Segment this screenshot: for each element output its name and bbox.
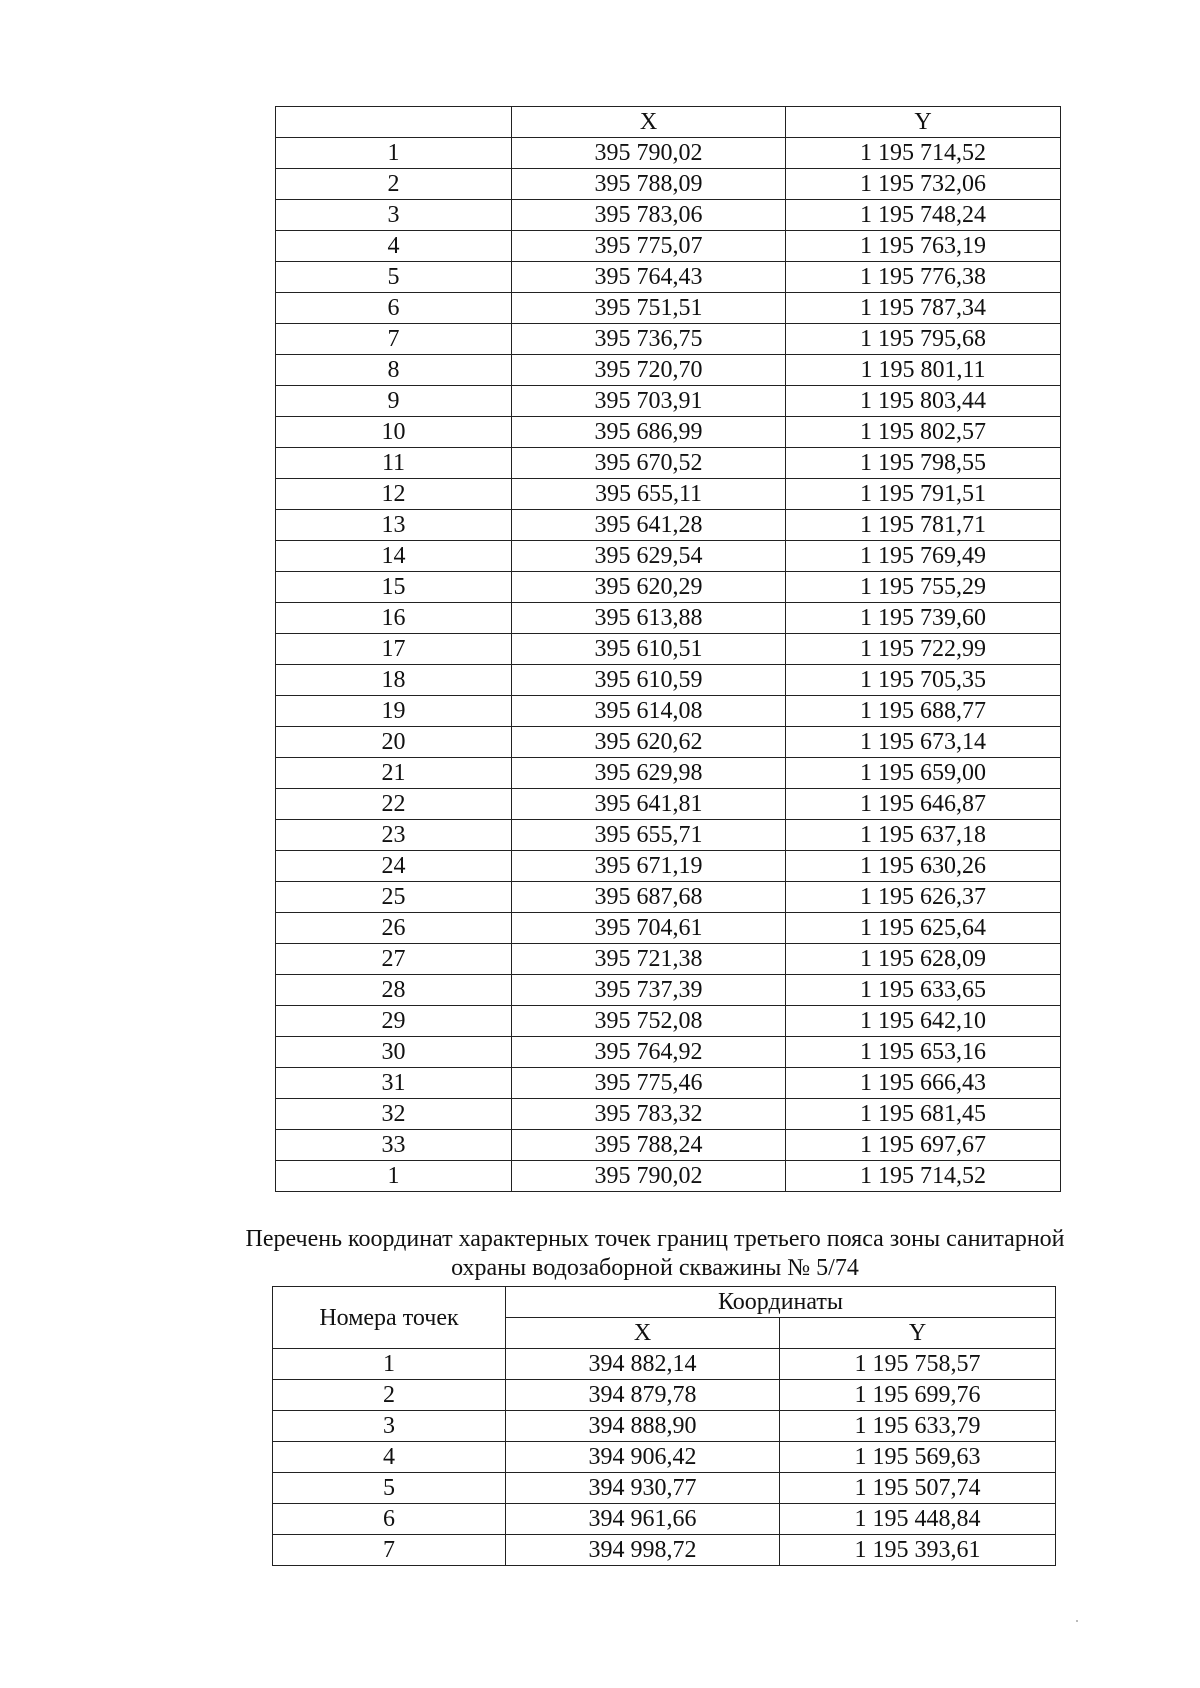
point-number-cell: 27	[276, 944, 512, 975]
y-coordinate-cell: 1 195 448,84	[780, 1504, 1056, 1535]
point-number-cell: 33	[276, 1130, 512, 1161]
header-cell-y: Y	[780, 1318, 1056, 1349]
y-coordinate-cell: 1 195 802,57	[786, 417, 1061, 448]
y-coordinate-cell: 1 195 791,51	[786, 479, 1061, 510]
coordinates-table-2	[272, 1286, 1056, 1566]
x-coordinate-cell: 395 613,88	[512, 603, 786, 634]
x-coordinate-cell: 395 610,51	[512, 634, 786, 665]
table-row	[276, 1161, 1061, 1192]
table-row	[276, 510, 1061, 541]
point-number-cell: 3	[273, 1411, 506, 1442]
y-coordinate-cell: 1 195 681,45	[786, 1099, 1061, 1130]
x-coordinate-cell: 395 720,70	[512, 355, 786, 386]
point-number-cell: 31	[276, 1068, 512, 1099]
table-body	[276, 138, 1061, 1192]
y-coordinate-cell: 1 195 758,57	[780, 1349, 1056, 1380]
table-row	[276, 727, 1061, 758]
table-row	[276, 386, 1061, 417]
x-coordinate-cell: 395 751,51	[512, 293, 786, 324]
table-row	[276, 293, 1061, 324]
table-row	[276, 262, 1061, 293]
coordinates-table-1	[275, 106, 1061, 1192]
y-coordinate-cell: 1 195 732,06	[786, 169, 1061, 200]
table-row	[276, 944, 1061, 975]
table-row	[276, 1006, 1061, 1037]
table-row	[276, 789, 1061, 820]
table-row	[276, 820, 1061, 851]
x-coordinate-cell: 395 670,52	[512, 448, 786, 479]
y-coordinate-cell: 1 195 507,74	[780, 1473, 1056, 1504]
header-cell-x: X	[512, 107, 786, 138]
header-cell-points: Номера точек	[273, 1287, 506, 1349]
point-number-cell: 7	[273, 1535, 506, 1566]
header-cell-y: Y	[786, 107, 1061, 138]
y-coordinate-cell: 1 195 776,38	[786, 262, 1061, 293]
table-row	[276, 417, 1061, 448]
point-number-cell: 2	[273, 1380, 506, 1411]
y-coordinate-cell: 1 195 748,24	[786, 200, 1061, 231]
table-row	[276, 665, 1061, 696]
x-coordinate-cell: 394 882,14	[506, 1349, 780, 1380]
x-coordinate-cell: 395 752,08	[512, 1006, 786, 1037]
y-coordinate-cell: 1 195 569,63	[780, 1442, 1056, 1473]
table-row	[276, 603, 1061, 634]
x-coordinate-cell: 395 620,29	[512, 572, 786, 603]
x-coordinate-cell: 395 687,68	[512, 882, 786, 913]
y-coordinate-cell: 1 195 666,43	[786, 1068, 1061, 1099]
point-number-cell: 21	[276, 758, 512, 789]
table-row	[273, 1473, 1056, 1504]
x-coordinate-cell: 395 671,19	[512, 851, 786, 882]
x-coordinate-cell: 395 629,54	[512, 541, 786, 572]
x-coordinate-cell: 395 721,38	[512, 944, 786, 975]
y-coordinate-cell: 1 195 653,16	[786, 1037, 1061, 1068]
point-number-cell: 13	[276, 510, 512, 541]
section-title-line-2: охраны водозаборной скважины № 5/74	[451, 1255, 859, 1281]
point-number-cell: 5	[276, 262, 512, 293]
point-number-cell: 29	[276, 1006, 512, 1037]
y-coordinate-cell: 1 195 801,11	[786, 355, 1061, 386]
x-coordinate-cell: 395 764,43	[512, 262, 786, 293]
y-coordinate-cell: 1 195 697,67	[786, 1130, 1061, 1161]
y-coordinate-cell: 1 195 769,49	[786, 541, 1061, 572]
x-coordinate-cell: 394 888,90	[506, 1411, 780, 1442]
x-coordinate-cell: 395 764,92	[512, 1037, 786, 1068]
table-header-row	[273, 1287, 1056, 1318]
y-coordinate-cell: 1 195 633,79	[780, 1411, 1056, 1442]
point-number-cell: 25	[276, 882, 512, 913]
point-number-cell: 6	[276, 293, 512, 324]
table-body	[273, 1349, 1056, 1566]
table-row	[276, 169, 1061, 200]
point-number-cell: 30	[276, 1037, 512, 1068]
x-coordinate-cell: 395 641,28	[512, 510, 786, 541]
point-number-cell: 14	[276, 541, 512, 572]
x-coordinate-cell: 395 775,07	[512, 231, 786, 262]
x-coordinate-cell: 395 655,11	[512, 479, 786, 510]
table-row	[276, 696, 1061, 727]
x-coordinate-cell: 394 879,78	[506, 1380, 780, 1411]
x-coordinate-cell: 395 790,02	[512, 1161, 786, 1192]
table-row	[273, 1349, 1056, 1380]
x-coordinate-cell: 395 790,02	[512, 138, 786, 169]
x-coordinate-cell: 395 788,24	[512, 1130, 786, 1161]
y-coordinate-cell: 1 195 637,18	[786, 820, 1061, 851]
point-number-cell: 2	[276, 169, 512, 200]
table-row	[276, 572, 1061, 603]
point-number-cell: 6	[273, 1504, 506, 1535]
table-row	[276, 634, 1061, 665]
x-coordinate-cell: 395 614,08	[512, 696, 786, 727]
y-coordinate-cell: 1 195 755,29	[786, 572, 1061, 603]
point-number-cell: 1	[273, 1349, 506, 1380]
y-coordinate-cell: 1 195 688,77	[786, 696, 1061, 727]
x-coordinate-cell: 395 610,59	[512, 665, 786, 696]
y-coordinate-cell: 1 195 763,19	[786, 231, 1061, 262]
y-coordinate-cell: 1 195 628,09	[786, 944, 1061, 975]
table-row	[276, 851, 1061, 882]
table-row	[276, 1130, 1061, 1161]
y-coordinate-cell: 1 195 781,71	[786, 510, 1061, 541]
table-row	[276, 913, 1061, 944]
x-coordinate-cell: 394 961,66	[506, 1504, 780, 1535]
y-coordinate-cell: 1 195 642,10	[786, 1006, 1061, 1037]
y-coordinate-cell: 1 195 625,64	[786, 913, 1061, 944]
section-title-line-1: Перечень координат характерных точек границ третьего пояса зоны санитарной	[245, 1226, 1065, 1252]
point-number-cell: 28	[276, 975, 512, 1006]
header-cell-point	[276, 107, 512, 138]
x-coordinate-cell: 394 906,42	[506, 1442, 780, 1473]
section-title	[190, 1225, 1120, 1283]
y-coordinate-cell: 1 195 633,65	[786, 975, 1061, 1006]
x-coordinate-cell: 395 775,46	[512, 1068, 786, 1099]
table-row	[276, 882, 1061, 913]
y-coordinate-cell: 1 195 699,76	[780, 1380, 1056, 1411]
table-row	[273, 1504, 1056, 1535]
point-number-cell: 17	[276, 634, 512, 665]
point-number-cell: 9	[276, 386, 512, 417]
point-number-cell: 7	[276, 324, 512, 355]
x-coordinate-cell: 395 783,06	[512, 200, 786, 231]
table-row	[276, 758, 1061, 789]
point-number-cell: 20	[276, 727, 512, 758]
header-cell-coordinates: Координаты	[506, 1287, 1056, 1318]
point-number-cell: 1	[276, 1161, 512, 1192]
y-coordinate-cell: 1 195 798,55	[786, 448, 1061, 479]
y-coordinate-cell: 1 195 626,37	[786, 882, 1061, 913]
x-coordinate-cell: 395 629,98	[512, 758, 786, 789]
table-header-row	[276, 107, 1061, 138]
table-row	[276, 1068, 1061, 1099]
table-row	[273, 1380, 1056, 1411]
table-row	[276, 479, 1061, 510]
point-number-cell: 8	[276, 355, 512, 386]
point-number-cell: 4	[273, 1442, 506, 1473]
point-number-cell: 16	[276, 603, 512, 634]
point-number-cell: 32	[276, 1099, 512, 1130]
y-coordinate-cell: 1 195 393,61	[780, 1535, 1056, 1566]
x-coordinate-cell: 395 686,99	[512, 417, 786, 448]
x-coordinate-cell: 395 655,71	[512, 820, 786, 851]
table-row	[276, 975, 1061, 1006]
x-coordinate-cell: 395 703,91	[512, 386, 786, 417]
y-coordinate-cell: 1 195 705,35	[786, 665, 1061, 696]
point-number-cell: 4	[276, 231, 512, 262]
table-row	[276, 324, 1061, 355]
point-number-cell: 19	[276, 696, 512, 727]
y-coordinate-cell: 1 195 673,14	[786, 727, 1061, 758]
point-number-cell: 5	[273, 1473, 506, 1504]
x-coordinate-cell: 395 620,62	[512, 727, 786, 758]
x-coordinate-cell: 395 783,32	[512, 1099, 786, 1130]
x-coordinate-cell: 395 736,75	[512, 324, 786, 355]
point-number-cell: 22	[276, 789, 512, 820]
point-number-cell: 3	[276, 200, 512, 231]
y-coordinate-cell: 1 195 646,87	[786, 789, 1061, 820]
x-coordinate-cell: 395 641,81	[512, 789, 786, 820]
y-coordinate-cell: 1 195 630,26	[786, 851, 1061, 882]
y-coordinate-cell: 1 195 714,52	[786, 1161, 1061, 1192]
x-coordinate-cell: 395 737,39	[512, 975, 786, 1006]
y-coordinate-cell: 1 195 787,34	[786, 293, 1061, 324]
table-row	[273, 1535, 1056, 1566]
point-number-cell: 11	[276, 448, 512, 479]
y-coordinate-cell: 1 195 659,00	[786, 758, 1061, 789]
table-row	[273, 1411, 1056, 1442]
y-coordinate-cell: 1 195 803,44	[786, 386, 1061, 417]
x-coordinate-cell: 395 788,09	[512, 169, 786, 200]
table-row	[276, 1037, 1061, 1068]
y-coordinate-cell: 1 195 714,52	[786, 138, 1061, 169]
scan-speck	[1076, 1620, 1078, 1622]
table-row	[276, 138, 1061, 169]
table-row	[276, 541, 1061, 572]
point-number-cell: 18	[276, 665, 512, 696]
table-row	[276, 200, 1061, 231]
point-number-cell: 24	[276, 851, 512, 882]
point-number-cell: 23	[276, 820, 512, 851]
table-row	[276, 448, 1061, 479]
table-row	[276, 231, 1061, 262]
header-cell-x: X	[506, 1318, 780, 1349]
y-coordinate-cell: 1 195 722,99	[786, 634, 1061, 665]
y-coordinate-cell: 1 195 795,68	[786, 324, 1061, 355]
point-number-cell: 12	[276, 479, 512, 510]
point-number-cell: 26	[276, 913, 512, 944]
table-row	[276, 355, 1061, 386]
x-coordinate-cell: 394 998,72	[506, 1535, 780, 1566]
point-number-cell: 1	[276, 138, 512, 169]
table-row	[276, 1099, 1061, 1130]
point-number-cell: 10	[276, 417, 512, 448]
x-coordinate-cell: 394 930,77	[506, 1473, 780, 1504]
x-coordinate-cell: 395 704,61	[512, 913, 786, 944]
table-row	[273, 1442, 1056, 1473]
y-coordinate-cell: 1 195 739,60	[786, 603, 1061, 634]
point-number-cell: 15	[276, 572, 512, 603]
